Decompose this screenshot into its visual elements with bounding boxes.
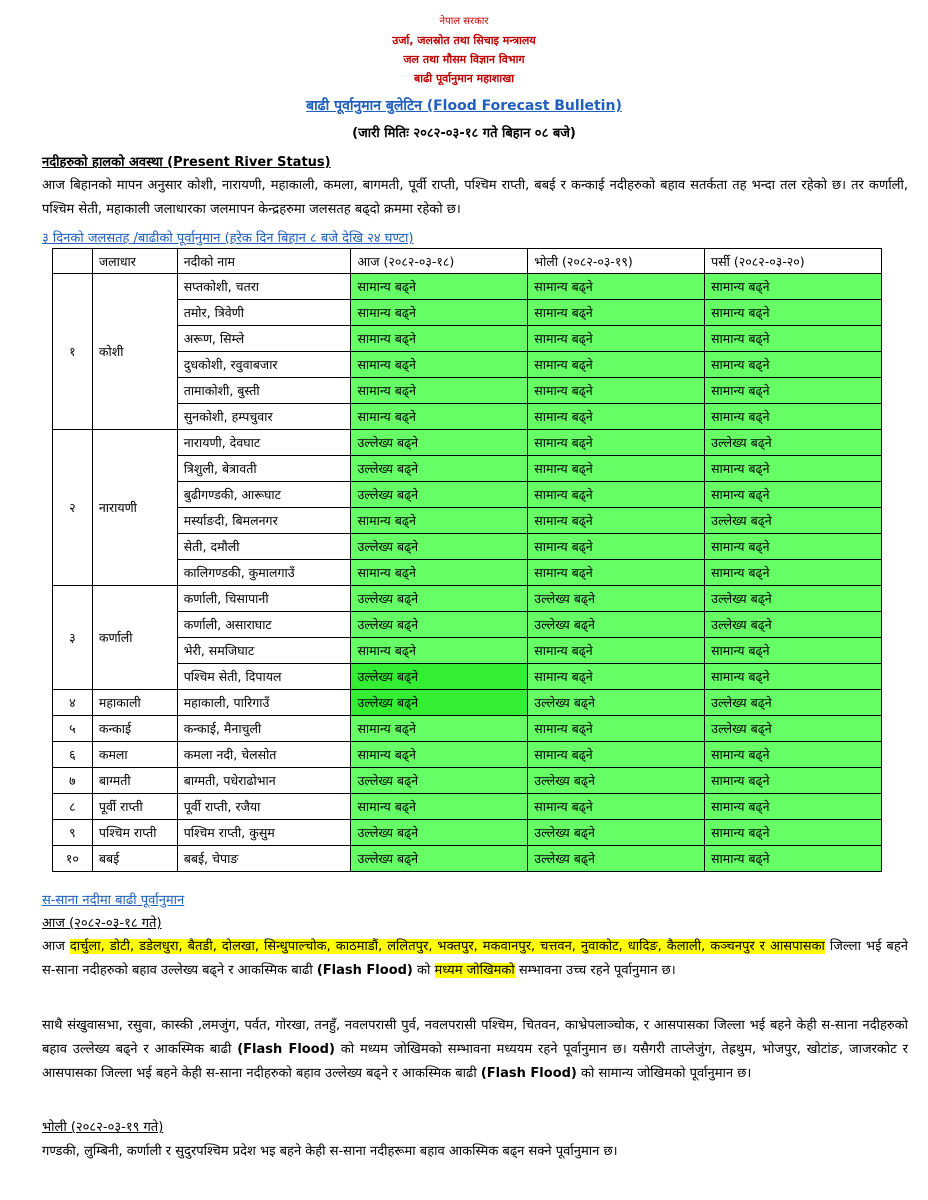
small-rivers-today-p1 (42, 935, 908, 983)
table-row (53, 326, 882, 352)
station-name: कन्काई, मैनाचुली (177, 716, 351, 742)
bulletin-title: बाढी पूर्वानुमान बुलेटिन (Flood Forecast Bulletin) (306, 98, 622, 114)
basin-number: ८ (53, 794, 93, 820)
table-row (53, 846, 882, 872)
basin-number: ६ (53, 742, 93, 768)
basin-name: कोशी (92, 274, 177, 430)
p1-lead: आज (42, 939, 70, 954)
table-row (53, 456, 882, 482)
small-rivers-today-p2 (42, 1014, 908, 1086)
small-rivers-tomorrow-heading: भोली (२०८२-०३-१९ गते) (42, 1120, 164, 1135)
table-row (53, 534, 882, 560)
forecast-tomorrow: सामान्य बढ्ने (528, 274, 705, 300)
forecast-dayafter: सामान्य बढ्ने (705, 326, 882, 352)
p1-mid: जिल्ला भई बहने स-साना नदीहरुको बहाव उल्लेख्य बढ्ने र आकस्मिक बाढी (42, 939, 908, 978)
table-row (53, 664, 882, 690)
col-header-no (53, 249, 93, 274)
basin-name: कर्णाली (92, 586, 177, 690)
forecast-today: सामान्य बढ्ने (351, 352, 528, 378)
station-name: दुधकोशी, रवुवाबजार (177, 352, 351, 378)
station-name: कर्णाली, असाराघाट (177, 612, 351, 638)
table-row (53, 482, 882, 508)
forecast-tomorrow: सामान्य बढ्ने (528, 508, 705, 534)
basin-number: ४ (53, 690, 93, 716)
forecast-dayafter: सामान्य बढ्ने (705, 274, 882, 300)
forecast-dayafter: सामान्य बढ्ने (705, 742, 882, 768)
forecast-tomorrow: सामान्य बढ्ने (528, 430, 705, 456)
forecast-dayafter: उल्लेख्य बढ्ने (705, 430, 882, 456)
station-name: पूर्वी राप्ती, रजैया (177, 794, 351, 820)
p2-flash-flood: (Flash Flood) (237, 1042, 335, 1057)
forecast-today: उल्लेख्य बढ्ने (351, 456, 528, 482)
forecast-today: सामान्य बढ्ने (351, 326, 528, 352)
basin-number: ३ (53, 586, 93, 690)
forecast-dayafter: सामान्य बढ्ने (705, 560, 882, 586)
forecast-dayafter: सामान्य बढ्ने (705, 664, 882, 690)
basin-name: बबई (92, 846, 177, 872)
forecast-tomorrow: सामान्य बढ्ने (528, 352, 705, 378)
forecast-today: उल्लेख्य बढ्ने (351, 430, 528, 456)
forecast-tomorrow: सामान्य बढ्ने (528, 560, 705, 586)
table-row (53, 638, 882, 664)
forecast-dayafter: सामान्य बढ्ने (705, 846, 882, 872)
small-rivers-tomorrow-text: गण्डकी, लुम्बिनी, कर्णाली र सुदुरपश्चिम प्रदेश भइ बहने केही स-साना नदीहरूमा बहाव आकस्मिक बढ्न सक्ने पूर्वानुमान छ। (42, 1144, 618, 1159)
forecast-today: सामान्य बढ्ने (351, 560, 528, 586)
forecast-today: उल्लेख्य बढ्ने (351, 690, 528, 716)
letterhead (0, 12, 928, 88)
forecast-tomorrow: सामान्य बढ्ने (528, 534, 705, 560)
forecast-dayafter: सामान्य बढ्ने (705, 352, 882, 378)
forecast-today: उल्लेख्य बढ्ने (351, 664, 528, 690)
forecast-tomorrow: सामान्य बढ्ने (528, 456, 705, 482)
table-row (53, 430, 882, 456)
station-name: कमला नदी, चेलसोत (177, 742, 351, 768)
station-name: अरूण, सिम्ले (177, 326, 351, 352)
p1-flash-flood: (Flash Flood) (316, 963, 413, 978)
basin-name: बाग्मती (92, 768, 177, 794)
forecast-tomorrow: सामान्य बढ्ने (528, 378, 705, 404)
table-row (53, 794, 882, 820)
col-header-today: आज (२०८२-०३-१८) (351, 249, 528, 274)
issue-date: (जारी मितिः २०८२-०३-१८ गते बिहान ०८ बजे) (352, 126, 576, 141)
basin-number: १ (53, 274, 93, 430)
department-name: जल तथा मौसम विज्ञान विभाग (403, 53, 525, 66)
forecast-today: उल्लेख्य बढ्ने (351, 534, 528, 560)
col-header-basin: जलाधार (92, 249, 177, 274)
forecast-today: सामान्य बढ्ने (351, 508, 528, 534)
p1-end: सम्भावना उच्च रहने पूर्वानुमान छ। (514, 963, 676, 978)
station-name: तमोर, त्रिवेणी (177, 300, 351, 326)
forecast-tomorrow: उल्लेख्य बढ्ने (528, 612, 705, 638)
forecast-dayafter: सामान्य बढ्ने (705, 482, 882, 508)
forecast-tomorrow: सामान्य बढ्ने (528, 404, 705, 430)
station-name: तामाकोशी, बुस्ती (177, 378, 351, 404)
station-name: त्रिशुली, बेत्रावती (177, 456, 351, 482)
station-name: नारायणी, देवघाट (177, 430, 351, 456)
forecast-dayafter: सामान्य बढ्ने (705, 768, 882, 794)
basin-name: नारायणी (92, 430, 177, 586)
basin-number: ५ (53, 716, 93, 742)
forecast-dayafter: सामान्य बढ्ने (705, 820, 882, 846)
forecast-dayafter: उल्लेख्य बढ्ने (705, 586, 882, 612)
forecast-today: सामान्य बढ्ने (351, 638, 528, 664)
forecast-tomorrow: सामान्य बढ्ने (528, 742, 705, 768)
station-name: कालिगण्डकी, कुमालगाउँ (177, 560, 351, 586)
col-header-river: नदीको नाम (177, 249, 351, 274)
division-name: बाढी पूर्वानुमान महाशाखा (413, 72, 515, 85)
table-row (53, 560, 882, 586)
table-row (53, 378, 882, 404)
forecast-dayafter: सामान्य बढ्ने (705, 300, 882, 326)
forecast-tomorrow: उल्लेख्य बढ्ने (528, 768, 705, 794)
station-name: सुनकोशी, हम्पचुवार (177, 404, 351, 430)
basin-name: पश्चिम राप्ती (92, 820, 177, 846)
forecast-table-body (53, 274, 882, 872)
present-status-heading: नदीहरुको हालको अवस्था (Present River Status) (42, 155, 331, 170)
basin-name: पूर्वी राप्ती (92, 794, 177, 820)
forecast-today: सामान्य बढ्ने (351, 794, 528, 820)
station-name: बुढीगण्डकी, आरूघाट (177, 482, 351, 508)
forecast-today: सामान्य बढ्ने (351, 300, 528, 326)
forecast-dayafter: उल्लेख्य बढ्ने (705, 716, 882, 742)
forecast-dayafter: उल्लेख्य बढ्ने (705, 508, 882, 534)
forecast-today: उल्लेख्य बढ्ने (351, 482, 528, 508)
basin-name: कन्काई (92, 716, 177, 742)
forecast-dayafter: सामान्य बढ्ने (705, 638, 882, 664)
basin-number: २ (53, 430, 93, 586)
p1-risk-highlight: मध्यम जोखिमको (434, 963, 515, 978)
forecast-dayafter: सामान्य बढ्ने (705, 534, 882, 560)
forecast-dayafter: सामान्य बढ्ने (705, 456, 882, 482)
table-row (53, 742, 882, 768)
forecast-tomorrow: सामान्य बढ्ने (528, 300, 705, 326)
station-name: पश्चिम राप्ती, कुसुम (177, 820, 351, 846)
p2-flash-flood-2: (Flash Flood) (480, 1066, 577, 1081)
forecast-tomorrow: सामान्य बढ्ने (528, 664, 705, 690)
basin-number: ९ (53, 820, 93, 846)
table-row (53, 300, 882, 326)
p2-a: साथै संखुवासभा, रसुवा, कास्की ,लमजुंग, पर्वत, गोरखा, तनहुँ, नवलपरासी पुर्व, नवलपरासी पश्चिम, चितवन, काभ्रेपलाञ्चोक, र आसपासका जिल्ला भई बहने केही स-साना नदीहरुको बहाव उल्लेख्य बढ्ने र आकस्मिक बाढी (42, 1018, 908, 1057)
forecast-today: उल्लेख्य बढ्ने (351, 768, 528, 794)
basin-number: १० (53, 846, 93, 872)
forecast-today: सामान्य बढ्ने (351, 716, 528, 742)
table-row (53, 352, 882, 378)
forecast-tomorrow: उल्लेख्य बढ्ने (528, 586, 705, 612)
forecast-dayafter: सामान्य बढ्ने (705, 378, 882, 404)
table-row (53, 404, 882, 430)
station-name: कर्णाली, चिसापानी (177, 586, 351, 612)
forecast-dayafter: सामान्य बढ्ने (705, 404, 882, 430)
forecast-tomorrow: सामान्य बढ्ने (528, 794, 705, 820)
basin-name: महाकाली (92, 690, 177, 716)
station-name: भेरी, समजिघाट (177, 638, 351, 664)
table-row (53, 612, 882, 638)
col-header-dayafter: पर्सी (२०८२-०३-२०) (705, 249, 882, 274)
table-row (53, 508, 882, 534)
ministry-name: उर्जा, जलस्रोत तथा सिचाइ मन्त्रालय (392, 34, 536, 47)
forecast-tomorrow: उल्लेख्य बढ्ने (528, 820, 705, 846)
small-rivers-today-heading: आज (२०८२-०३-१८ गते) (42, 916, 162, 931)
p2-c: को सामान्य जोखिमको पूर्वानुमान छ। (576, 1066, 752, 1081)
forecast-today: उल्लेख्य बढ्ने (351, 820, 528, 846)
forecast-today: उल्लेख्य बढ्ने (351, 846, 528, 872)
basin-number: ७ (53, 768, 93, 794)
forecast-dayafter: सामान्य बढ्ने (705, 794, 882, 820)
table-row (53, 716, 882, 742)
forecast-today: उल्लेख्य बढ्ने (351, 612, 528, 638)
gov-name: नेपाल सरकार (439, 16, 489, 27)
present-status-text: आज बिहानको मापन अनुसार कोशी, नारायणी, महाकाली, कमला, बागमती, पूर्वी राप्ती, पश्चिम राप्ती, बबई र कन्काई नदीहरुको बहाव सतर्कता तह भन्दा तल रहेको छ। तर कर्णाली, पश्चिम सेती, महाकाली जलाधारका जलमापन केन्द्रहरुमा जलसतह बढ्दो क्रममा रहेको छ। (42, 178, 908, 217)
forecast-tomorrow: सामान्य बढ्ने (528, 638, 705, 664)
forecast-heading: ३ दिनको जलसतह /बाढीको पूर्वानुमान (हरेक दिन बिहान ८ बजे देखि २४ घण्टा) (42, 231, 414, 246)
station-name: सेती, दमौली (177, 534, 351, 560)
table-row (53, 690, 882, 716)
station-name: सप्तकोशी, चतरा (177, 274, 351, 300)
station-name: पश्चिम सेती, दिपायल (177, 664, 351, 690)
table-row (53, 768, 882, 794)
station-name: महाकाली, पारिगाउँ (177, 690, 351, 716)
forecast-today: सामान्य बढ्ने (351, 378, 528, 404)
forecast-tomorrow: सामान्य बढ्ने (528, 716, 705, 742)
forecast-today: सामान्य बढ्ने (351, 274, 528, 300)
forecast-today: उल्लेख्य बढ्ने (351, 586, 528, 612)
station-name: बबई, चेपाङ (177, 846, 351, 872)
forecast-table-header (53, 249, 882, 274)
station-name: बाग्मती, पधेराढोभान (177, 768, 351, 794)
basin-name: कमला (92, 742, 177, 768)
p1-districts-highlight: दार्चुला, डोटी, डडेलधुरा, बैतडी, दोलखा, सिन्धुपाल्चोक, काठमाडौं, ललितपुर, भक्तपुर, मकवानपुर, चत्तवन, नुवाकोट, धादिङ, कैलाली, कञ्चनपुर र आसपासका (69, 939, 825, 954)
p1-mid2: को (412, 963, 435, 978)
table-row (53, 820, 882, 846)
forecast-tomorrow: सामान्य बढ्ने (528, 326, 705, 352)
forecast-dayafter: उल्लेख्य बढ्ने (705, 612, 882, 638)
table-row (53, 586, 882, 612)
forecast-dayafter: उल्लेख्य बढ्ने (705, 690, 882, 716)
p2-b: को मध्यम जोखिमको सम्भावना मध्ययम रहने पूर्वानुमान छ। यसैगरी ताप्लेजुंग, तेह्रथुम, भोजपुर, खोटांङ, जाजरकोट र आसपासका जिल्ला भई बहने केही स-साना नदीहरुको बहाव उल्लेख्य बढ्ने र आकस्मिक बाढी (42, 1042, 908, 1081)
small-rivers-heading: स-साना नदीमा बाढी पूर्वानुमान (42, 893, 185, 908)
forecast-tomorrow: उल्लेख्य बढ्ने (528, 846, 705, 872)
forecast-today: सामान्य बढ्ने (351, 742, 528, 768)
forecast-table (52, 248, 882, 872)
col-header-tomorrow: भोली (२०८२-०३-१९) (528, 249, 705, 274)
station-name: मर्स्याङदी, बिमलनगर (177, 508, 351, 534)
forecast-tomorrow: उल्लेख्य बढ्ने (528, 690, 705, 716)
table-row (53, 274, 882, 300)
forecast-today: सामान्य बढ्ने (351, 404, 528, 430)
forecast-tomorrow: सामान्य बढ्ने (528, 482, 705, 508)
